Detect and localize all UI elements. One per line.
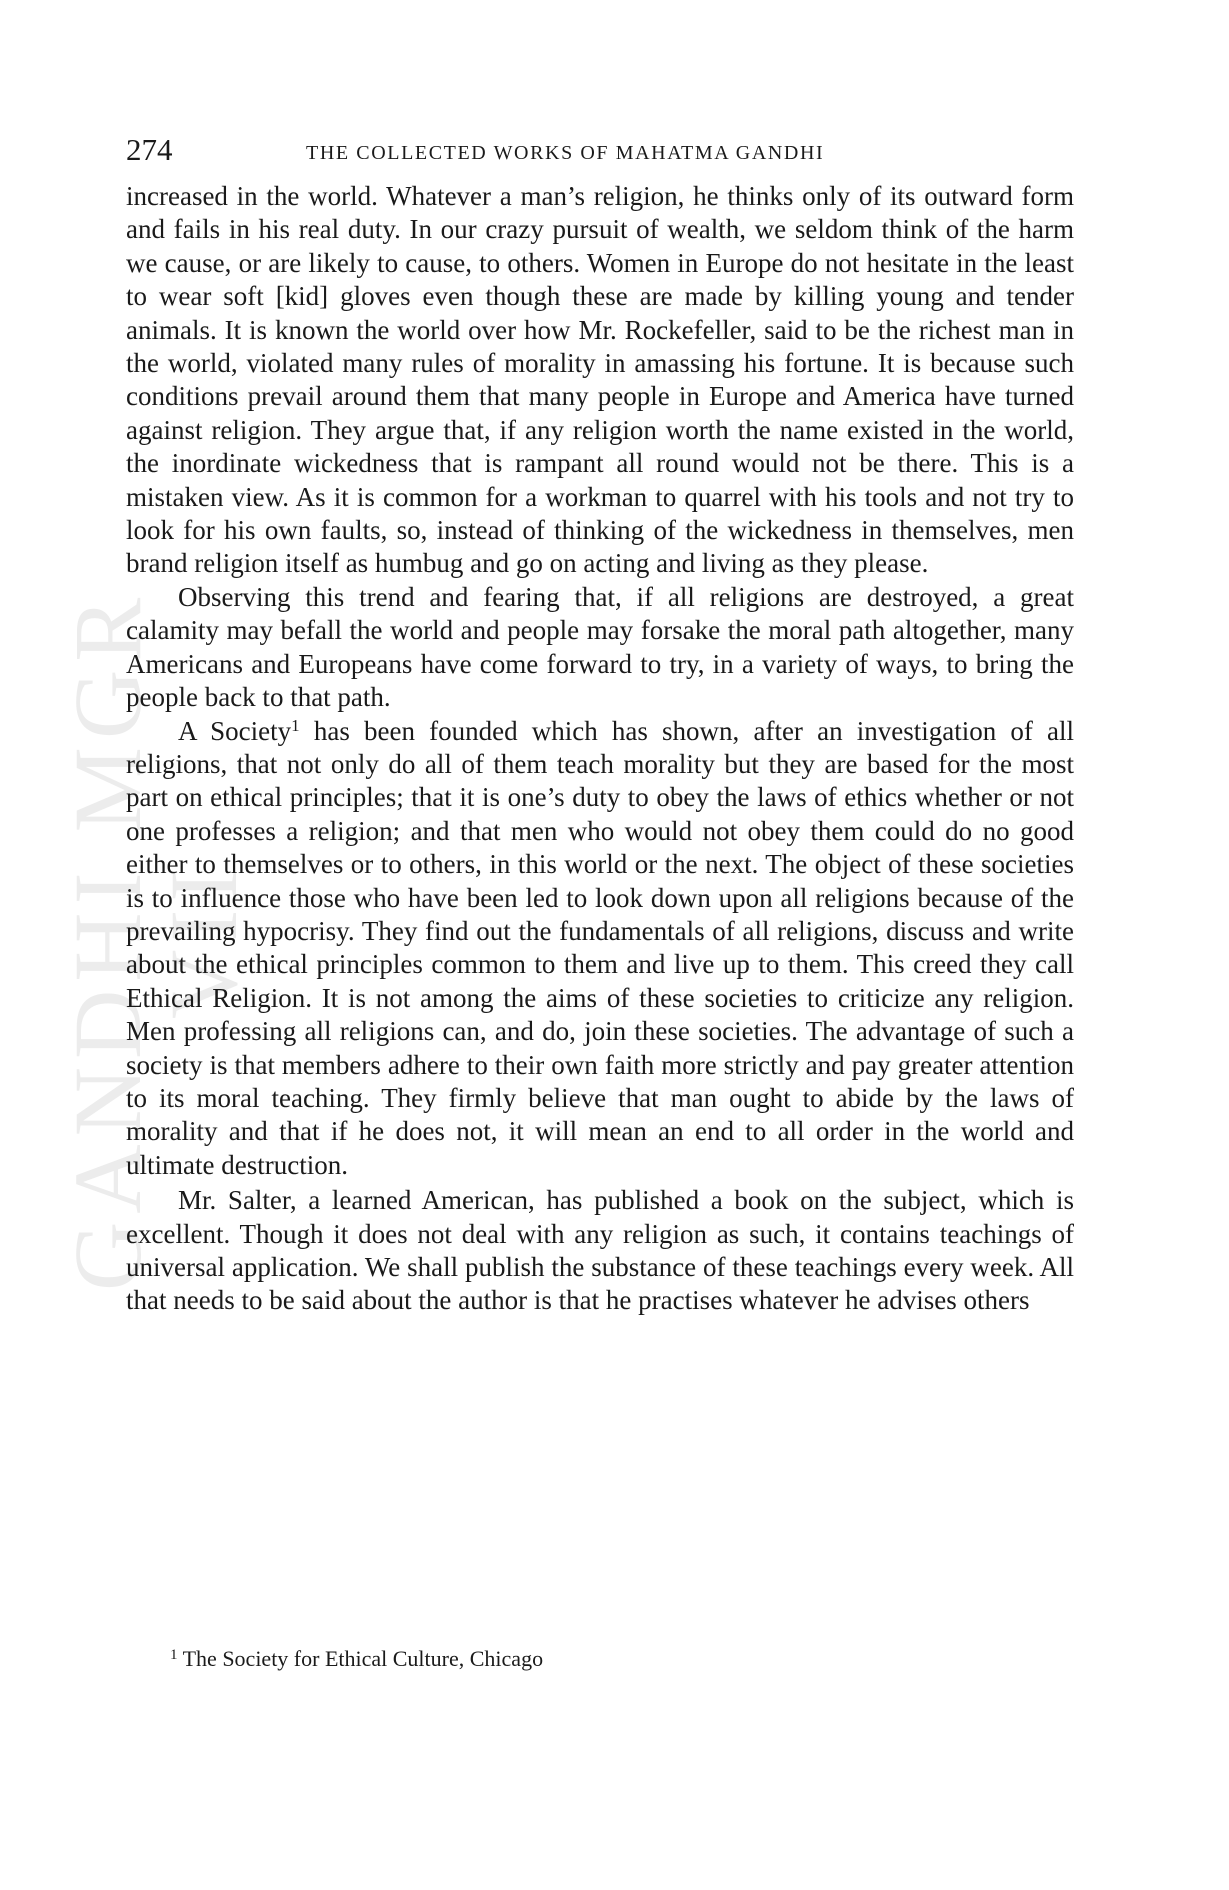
page-number: 274 <box>126 132 173 167</box>
footnote <box>170 1644 1070 1674</box>
body-text <box>126 180 1074 1318</box>
paragraph-2 <box>126 581 1074 715</box>
footnote-text: The Society for Ethical Culture, Chicago <box>182 1646 544 1671</box>
paragraph-2-text: Observing this trend and fearing that, if all religions are destroyed, a great calamity may befall the world and people may forsake the moral path altogether, many Americans and Europeans have come forward to try, in a variety of ways, to bring the people back to that path. <box>126 581 1074 713</box>
footnote-number: 1 <box>170 1647 178 1663</box>
watermark: GANDHI MGR VII <box>54 589 257 1291</box>
paragraph-4-text: Mr. Salter, a learned American, has published a book on the subject, which is excellent. Though it does not deal with any religion as such, it contains teachings of universal application. We shall publish the substance of these teachings every week. All that needs to be said about the author is that he practises whatever he advises others <box>126 1185 1074 1316</box>
footnote-reference: 1 <box>291 715 300 735</box>
paragraph-3-text-rest: has been founded which has shown, after an investigation of all religions, that not only do all of them teach morality but they are based for the most part on ethical principles; that it is one’s duty to obey the laws of ethics whether or not one professes a religion; and that men who would not obey them could do no good either to themselves or to others, in this world or the next. The object of these societies is to influence those who have been led to look down upon all religions because of the prevailing hypocrisy. They find out the fundamentals of all religions, discuss and write about the ethical principles common to them and live up to them. This creed they call Ethical Religion. It is not among the aims of these societies to criticize any religion. Men professing all religions can, and do, join these societies. The advantage of such a society is that members adhere to their own faith more strictly and pay greater attention to its moral teaching. They firmly believe that man ought to abide by the laws of morality and that if he does not, it will mean an end to all order in the world and ultimate destruction. <box>126 715 1075 1180</box>
paragraph-4 <box>126 1184 1074 1318</box>
paragraph-1 <box>126 180 1074 581</box>
paragraph-1-text: increased in the world. Whatever a man’s religion, he thinks only of its outward form and fails in his real duty. In our crazy pursuit of wealth, we seldom think of the harm we cause, or are likely to cause, to others. Women in Europe do not hesitate in the least to wear soft [kid] gloves even though these are made by killing young and tender animals. It is known the world over how Mr. Rockefeller, said to be the richest man in the world, violated many rules of morality in amassing his fortune. It is because such conditions prevail around them that many people in Europe and America have turned against religion. They argue that, if any religion worth the name existed in the world, the inordinate wickedness that is rampant all round would not be there. This is a mistaken view. As it is common for a workman to quarrel with his tools and not try to look for his own faults, so, instead of thinking of the wickedness in themselves, men brand religion itself as humbug and go on acting and living as they please. <box>126 181 1074 579</box>
page-header <box>126 130 1106 170</box>
running-head: THE COLLECTED WORKS OF MAHATMA GANDHI <box>306 142 825 164</box>
paragraph-3-text-start: A Society <box>178 715 292 746</box>
paragraph-3 <box>126 715 1074 1183</box>
